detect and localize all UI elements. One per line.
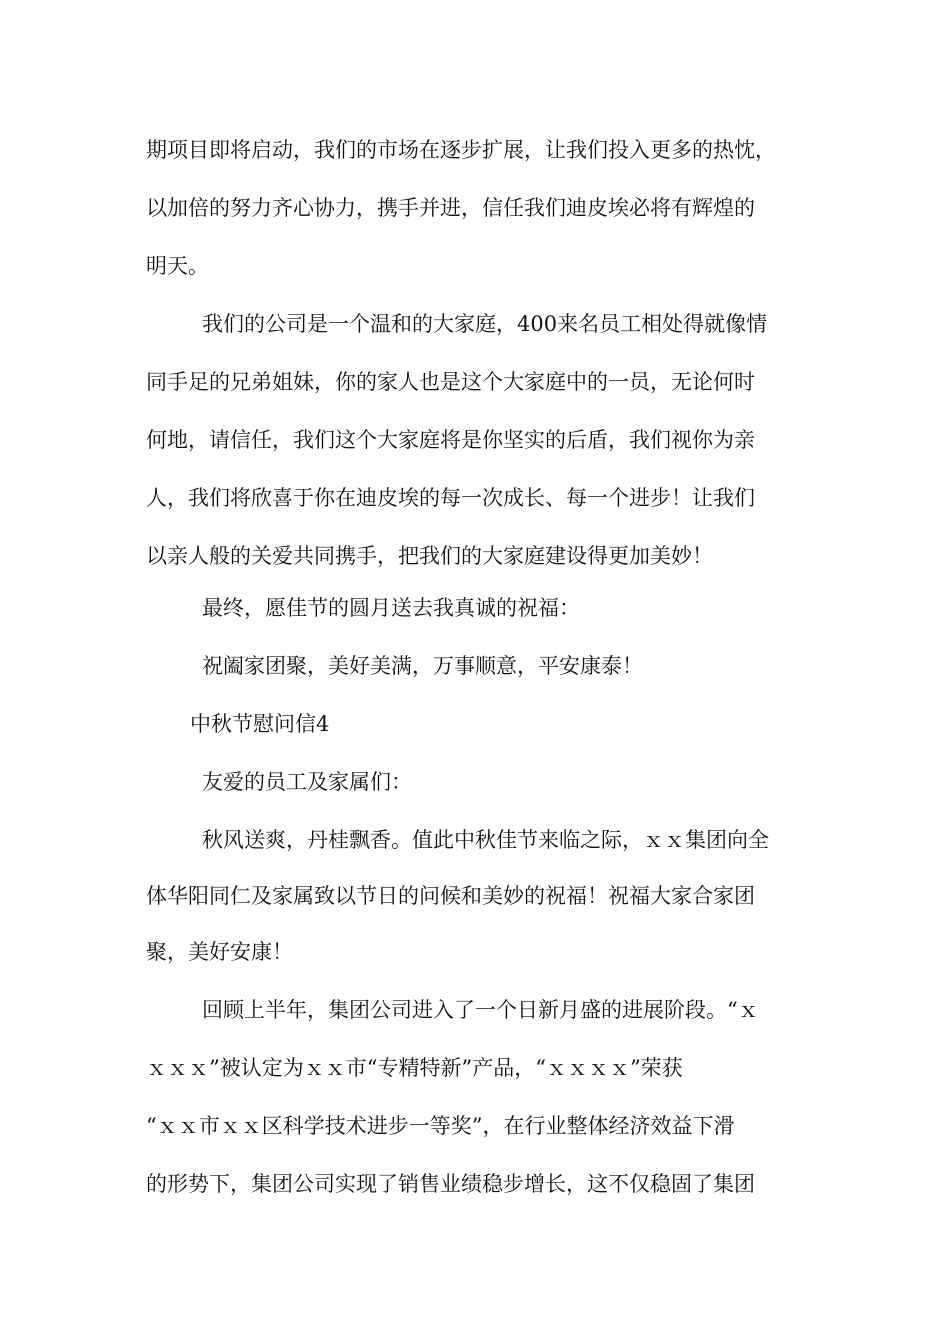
- paragraph-line: 期项目即将启动，我们的市场在逐步扩展，让我们投入更多的热忱，: [146, 138, 776, 162]
- paragraph-line: “ｘｘ市ｘｘ区科学技术进步一等奖”，在行业整体经济效益下滑: [146, 1114, 735, 1138]
- paragraph-line: 以加倍的努力齐心协力，携手并进，信任我们迪皮埃必将有辉煌的: [146, 196, 755, 220]
- salutation: 友爱的员工及家属们：: [202, 770, 412, 794]
- paragraph-line: 祝阖家团聚，美好美满，万事顺意，平安康泰！: [202, 654, 643, 678]
- paragraph-line: 最终，愿佳节的圆月送去我真诚的祝福：: [202, 596, 580, 620]
- section-heading: 中秋节慰问信4: [190, 712, 330, 736]
- paragraph-line: 体华阳同仁及家属致以节日的问候和美妙的祝福！祝福大家合家团: [146, 884, 755, 908]
- paragraph-line: 何地，请信任，我们这个大家庭将是你坚实的后盾，我们视你为亲: [146, 428, 755, 452]
- paragraph-line: ｘｘｘ”被认定为ｘｘ市“专精特新”产品，“ｘｘｘｘ”荣获: [146, 1056, 683, 1080]
- paragraph-line: 聚，美好安康！: [146, 940, 293, 964]
- paragraph-line: 明天。: [146, 254, 209, 278]
- paragraph-line: 秋风送爽，丹桂飘香。值此中秋佳节来临之际，ｘｘ集团向全: [202, 828, 769, 852]
- paragraph-line: 我们的公司是一个温和的大家庭，400来名员工相处得就像情: [202, 312, 768, 336]
- paragraph-line: 人，我们将欣喜于你在迪皮埃的每一次成长、每一个进步！让我们: [146, 486, 755, 510]
- paragraph-line: 以亲人般的关爱共同携手，把我们的大家庭建设得更加美妙！: [146, 544, 713, 568]
- paragraph-line: 回顾上半年，集团公司进入了一个日新月盛的进展阶段。“ｘ: [202, 998, 759, 1022]
- paragraph-line: 同手足的兄弟姐妹，你的家人也是这个大家庭中的一员，无论何时: [146, 370, 755, 394]
- paragraph-line: 的形势下，集团公司实现了销售业绩稳步增长，这不仅稳固了集团: [146, 1172, 755, 1196]
